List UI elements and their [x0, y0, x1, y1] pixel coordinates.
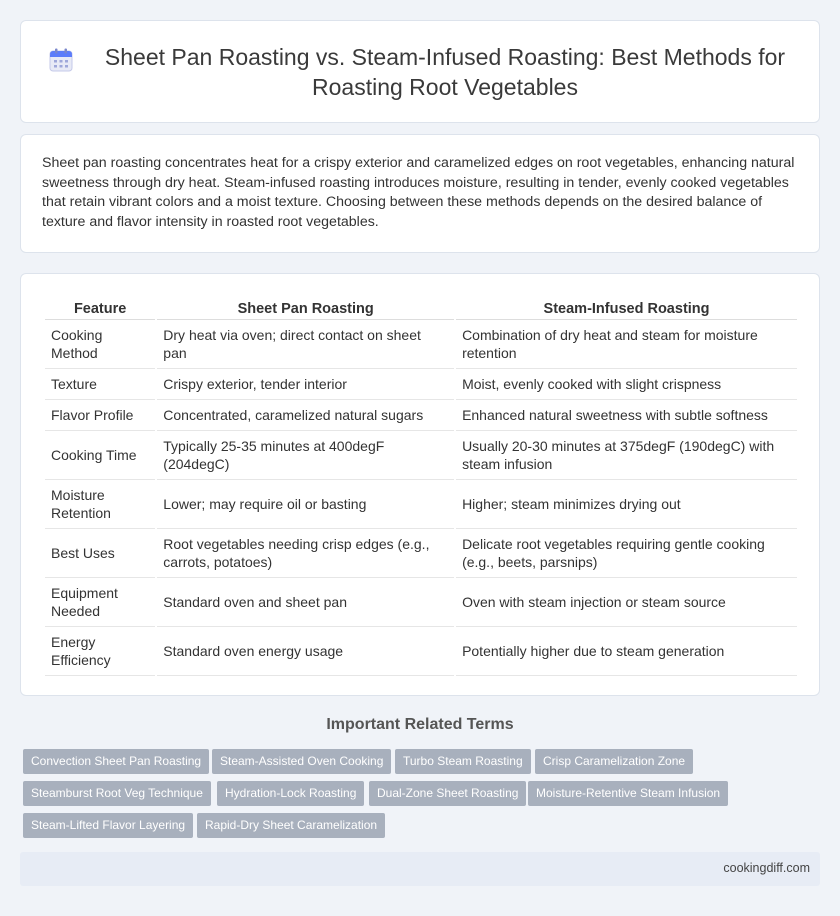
related-term-tag[interactable]: Steam-Assisted Oven Cooking	[212, 749, 391, 774]
sheet-pan-cell: Lower; may require oil or basting	[157, 480, 454, 529]
steam-infused-cell: Potentially higher due to steam generation	[456, 627, 797, 676]
feature-cell: Energy Efficiency	[45, 627, 155, 676]
steam-infused-cell: Oven with steam injection or steam source	[456, 578, 797, 627]
table-row	[45, 369, 797, 400]
table-header-row	[45, 294, 797, 320]
related-term-tag[interactable]: Moisture-Retentive Steam Infusion	[528, 781, 728, 806]
footer	[20, 852, 820, 886]
steam-infused-cell: Usually 20-30 minutes at 375degF (190degC) with steam infusion	[456, 431, 797, 480]
table-row	[45, 578, 797, 627]
steam-infused-cell: Higher; steam minimizes drying out	[456, 480, 797, 529]
steam-infused-cell: Delicate root vegetables requiring gentle cooking (e.g., beets, parsnips)	[456, 529, 797, 578]
feature-cell: Best Uses	[45, 529, 155, 578]
table-row	[45, 529, 797, 578]
intro-paragraph: Sheet pan roasting concentrates heat for a crispy exterior and caramelized edges on root vegetables, enhancing natural sweetness through dry heat. Steam-infused roasting introduces moisture, resulting in tender, evenly cooked vegetables that retain vibrant colors and a moist texture. Choosing between these methods depends on the desired balance of texture and flavor intensity in roasted root vegetables.	[42, 155, 795, 230]
header-sheet-pan: Sheet Pan Roasting	[157, 294, 454, 320]
table-row	[45, 400, 797, 431]
related-term-tag[interactable]: Steamburst Root Veg Technique	[23, 781, 211, 806]
related-term-tag[interactable]: Crisp Caramelization Zone	[535, 749, 693, 774]
steam-infused-cell: Enhanced natural sweetness with subtle softness	[456, 400, 797, 431]
feature-cell: Cooking Method	[45, 320, 155, 369]
intro-card	[20, 134, 820, 253]
sheet-pan-cell: Standard oven energy usage	[157, 627, 454, 676]
related-term-tag[interactable]: Steam-Lifted Flavor Layering	[23, 813, 193, 838]
related-term-tag[interactable]: Dual-Zone Sheet Roasting	[369, 781, 526, 806]
feature-cell: Flavor Profile	[45, 400, 155, 431]
related-term-tag[interactable]: Rapid-Dry Sheet Caramelization	[197, 813, 385, 838]
related-term-tag[interactable]: Turbo Steam Roasting	[395, 749, 531, 774]
sheet-pan-cell: Dry heat via oven; direct contact on sheet pan	[157, 320, 454, 369]
related-term-tag[interactable]: Hydration-Lock Roasting	[217, 781, 364, 806]
sheet-pan-cell: Standard oven and sheet pan	[157, 578, 454, 627]
feature-cell: Equipment Needed	[45, 578, 155, 627]
feature-cell: Texture	[45, 369, 155, 400]
header-feature: Feature	[45, 294, 155, 320]
page-title: Sheet Pan Roasting vs. Steam-Infused Roasting: Best Methods for Roasting Root Vegetables	[104, 43, 786, 100]
sheet-pan-cell: Concentrated, caramelized natural sugars	[157, 400, 454, 431]
sheet-pan-cell: Root vegetables needing crisp edges (e.g., carrots, potatoes)	[157, 529, 454, 578]
table-row	[45, 320, 797, 369]
table-row	[45, 480, 797, 529]
steam-infused-cell: Combination of dry heat and steam for moisture retention	[456, 320, 797, 369]
steam-infused-cell: Moist, evenly cooked with slight crispness	[456, 369, 797, 400]
sheet-pan-cell: Crispy exterior, tender interior	[157, 369, 454, 400]
feature-cell: Cooking Time	[45, 431, 155, 480]
table-row	[45, 627, 797, 676]
related-terms-title: Important Related Terms	[326, 716, 514, 733]
footer-site-link[interactable]: cookingdiff.com	[723, 861, 810, 875]
related-term-tag[interactable]: Convection Sheet Pan Roasting	[23, 749, 209, 774]
header-card	[20, 20, 820, 123]
comparison-table	[43, 294, 799, 676]
header-steam-infused: Steam-Infused Roasting	[456, 294, 797, 320]
feature-cell: Moisture Retention	[45, 480, 155, 529]
table-row	[45, 431, 797, 480]
comparison-table-card	[20, 273, 820, 696]
sheet-pan-cell: Typically 25-35 minutes at 400degF (204degC)	[157, 431, 454, 480]
